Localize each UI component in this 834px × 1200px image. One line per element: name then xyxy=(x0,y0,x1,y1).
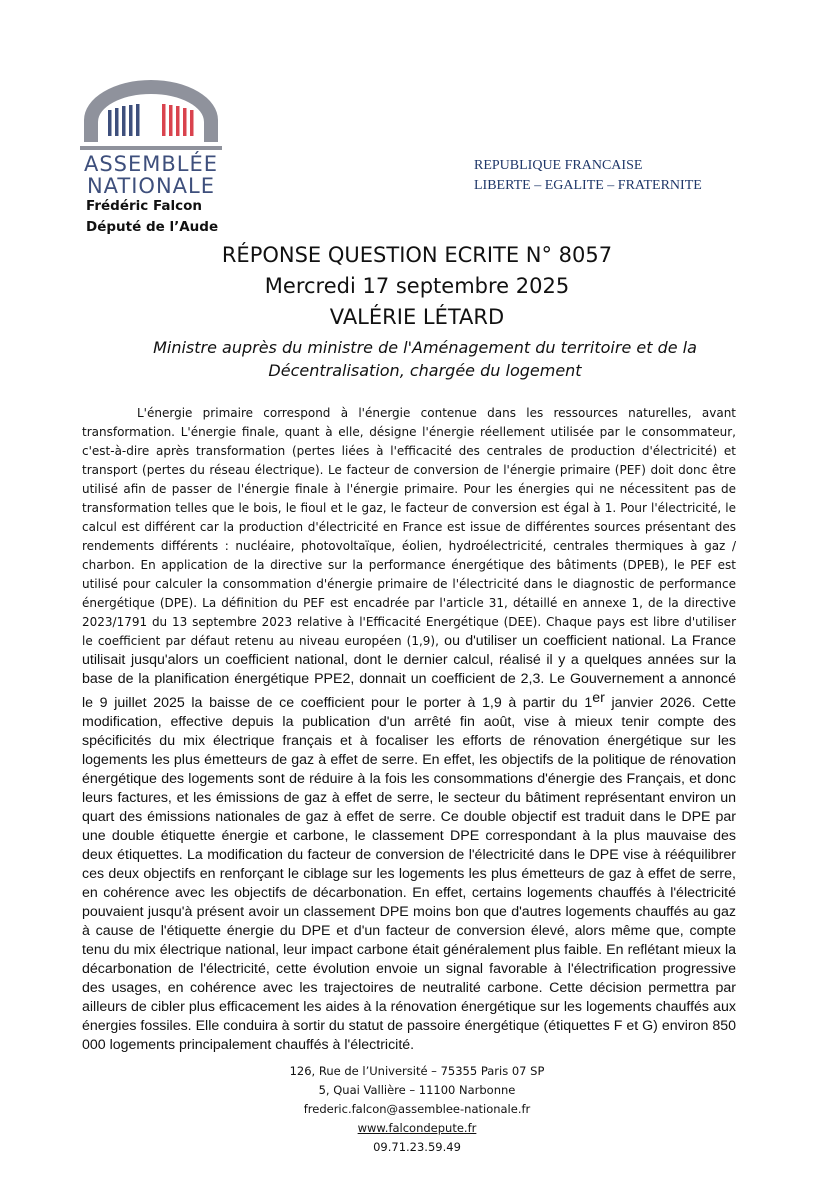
document-date: Mercredi 17 septembre 2025 xyxy=(264,274,570,298)
logo-word-assemblee: ASSEMBLÉE xyxy=(83,152,219,176)
answer-superscript: er xyxy=(592,690,605,706)
document-header xyxy=(0,240,834,333)
assemblee-nationale-logo xyxy=(76,70,226,198)
answer-text-part-2: ou d'utiliser un coefficient national. La France utilisait jusqu'alors un coefficient national, dont le dernier calcul, réalisé il y a quelques années sur la base de la planification énergétique PPE2, donnait un coefficient de 2,3. Le Gouvernement a annoncé le 9 juillet 2025 la baisse de ce coefficient pour le porter à 1,9 à partir du 1 xyxy=(82,633,736,711)
republic-line: REPUBLIQUE FRANCAISE xyxy=(474,158,643,173)
logo-word-nationale: NATIONALE xyxy=(86,174,216,198)
footer-phone: 09.71.23.59.49 xyxy=(373,1140,461,1154)
footer-contact xyxy=(0,1062,834,1157)
deputy-title: Député de l’Aude xyxy=(86,219,219,235)
motto-line: LIBERTE – EGALITE – FRATERNITE xyxy=(474,178,702,193)
minister-name: VALÉRIE LÉTARD xyxy=(329,305,505,329)
footer-address-paris: 126, Rue de l’Université – 75355 Paris 07 SP xyxy=(289,1064,545,1078)
footer-website-link[interactable]: www.falcondepute.fr xyxy=(357,1121,477,1135)
deputy-block xyxy=(86,196,218,238)
republic-motto xyxy=(474,156,702,196)
footer-address-narbonne: 5, Quai Vallière – 11100 Narbonne xyxy=(318,1083,516,1097)
hemicycle-icon xyxy=(76,70,226,152)
answer-text-part-3: janvier 2026. Cette modification, effective depuis la publication d'un arrêté fin août, vise à mieux tenir compte des spécificités du mix électrique français et à focaliser les efforts de rénovation énergétique sur les logements les plus émetteurs de gaz à effet de serre. En effet, les objectifs de la politique de rénovation énergétique des logements sont de réduire à la fois les consommations d'énergie des Français, et donc leurs factures, et les émissions de gaz à effet de serre, le secteur du bâtiment représentant environ un quart des émissions nationales de gaz à effet de serre. Ce double objectif est traduit dans le DPE par une double étiquette énergie et carbone, le classement DPE correspondant à la plus mauvaise des deux étiquettes. La modification du facteur de conversion de l'électricité dans le DPE vise à rééquilibrer ces deux objectifs en renforçant le ciblage sur les logements les plus émetteurs de gaz à effet de serre, en cohérence avec les objectifs de décarbonation. En effet, certains logements chauffés à l'électricité pouvaient jusqu'à présent avoir un classement DPE moins bon que d'autres logements chauffés au gaz à cause de l'étiquette énergie du DPE et d'un facteur de conversion élevé, alors même que, compte tenu du mix électrique national, leur impact carbone était généralement plus faible. En reflétant mieux la décarbonation de l'électricité, cette évolution envoie un signal favorable à l'électrification progressive des usages, en cohérence avec les trajectoires de neutralité carbone. Cette décision permettra par ailleurs de cibler plus efficacement les aides à la rénovation énergétique sur les logements chauffés aux énergies fossiles. Elle conduira à sortir du statut de passoire énergétique (étiquettes F et G) environ 850 000 logements principalement chauffés à l'électricité. xyxy=(82,695,736,1053)
minister-role: Ministre auprès du ministre de l'Aménagement du territoire et de la Décentralisation, chargée du logement xyxy=(153,338,697,380)
answer-body xyxy=(82,404,736,1055)
answer-text-part-1: L'énergie primaire correspond à l'énergie contenue dans les ressources naturelles, avant transformation. L'énergie finale, quant à elle, désigne l'énergie réellement utilisée par le consommateur, c'est-à-dire après transformation (pertes liées à l'efficacité des centrales de production d'électricité) et transport (pertes du réseau électrique). Le facteur de conversion de l'énergie primaire (PEF) doit donc être utilisé afin de passer de l'énergie finale à l'énergie primaire. Pour les énergies qui ne nécessitent pas de transformation telles que le bois, le fioul et le gaz, le facteur de conversion est égal à 1. Pour l'électricité, le calcul est différent car la production d'électricité en France est issue de différentes sources présentant des rendements différents : nucléaire, photovoltaïque, éolien, hydroélectricité, centrales thermiques à gaz / charbon. En application de la directive sur la performance énergétique des bâtiments (DPEB), le PEF est utilisé pour calculer la consommation d'énergie primaire de l'électricité dans le diagnostic de performance énergétique (DPE). La définition du PEF est encadrée par l'article 31, détaillé en annexe 1, de la directive 2023/1791 du 13 septembre 2023 relative à l'Efficacité Energétique (DEE). Chaque pays est libre d'utiliser le coefficient par défaut retenu au niveau européen (1,9), xyxy=(82,406,736,648)
footer-email[interactable]: frederic.falcon@assemblee-nationale.fr xyxy=(303,1102,531,1116)
deputy-name: Frédéric Falcon xyxy=(86,198,203,214)
answer-paragraph xyxy=(82,404,736,1055)
document-title: RÉPONSE QUESTION ECRITE N° 8057 xyxy=(221,243,613,267)
